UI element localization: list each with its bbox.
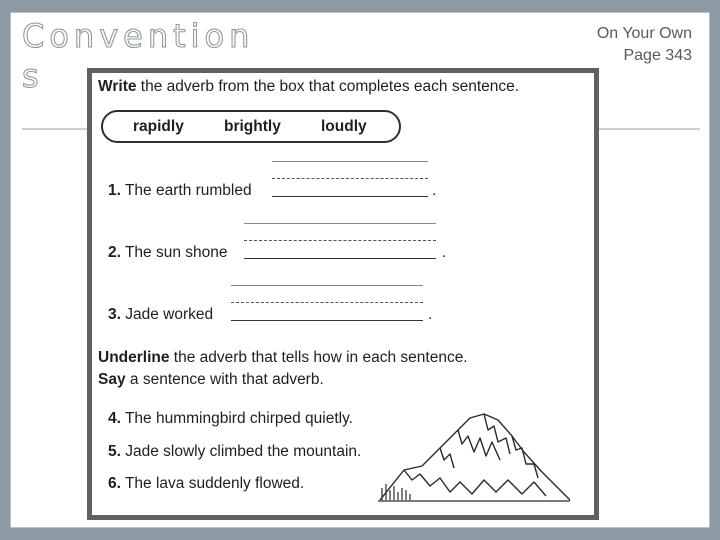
sentence-5: 5. Jade slowly climbed the mountain. (108, 443, 362, 460)
title-divider (22, 128, 88, 130)
handwriting-guide-mid (244, 240, 436, 241)
answer-line-1[interactable] (272, 196, 428, 197)
handwriting-guide-mid (272, 178, 428, 179)
handwriting-guide-top (272, 161, 428, 162)
sentence-4: 4. The hummingbird chirped quietly. (108, 410, 353, 427)
slide-title: Conventions (22, 17, 255, 95)
page-reference (562, 23, 692, 67)
answer-line-3[interactable] (231, 320, 423, 321)
sentence-1: 1. The earth rumbled (108, 182, 252, 199)
adverb-word-box (101, 110, 401, 143)
sentence-2-period: . (442, 244, 447, 261)
instruction-say: Say a sentence with that adverb. (98, 371, 324, 388)
handwriting-guide-mid (231, 302, 423, 303)
sentence-2: 2. The sun shone (108, 244, 228, 261)
page-reference-line2: Page 343 (623, 47, 692, 64)
sentence-1-period: . (432, 182, 437, 199)
page-reference-line1: On Your Own (596, 25, 692, 42)
worksheet-image (87, 68, 599, 520)
word-brightly: brightly (224, 118, 281, 135)
word-loudly: loudly (321, 118, 367, 135)
instruction-underline: Underline the adverb that tells how in each sentence. (98, 349, 468, 366)
answer-line-2[interactable] (244, 258, 436, 259)
handwriting-guide-top (231, 285, 423, 286)
handwriting-guide-top (244, 223, 436, 224)
instruction-write: Write the adverb from the box that completes each sentence. (98, 78, 520, 95)
right-divider (597, 128, 700, 130)
sentence-3-period: . (428, 306, 433, 323)
mountain-illustration (374, 408, 574, 508)
sentence-6: 6. The lava suddenly flowed. (108, 475, 305, 492)
word-rapidly: rapidly (133, 118, 184, 135)
sentence-3: 3. Jade worked (108, 306, 214, 323)
